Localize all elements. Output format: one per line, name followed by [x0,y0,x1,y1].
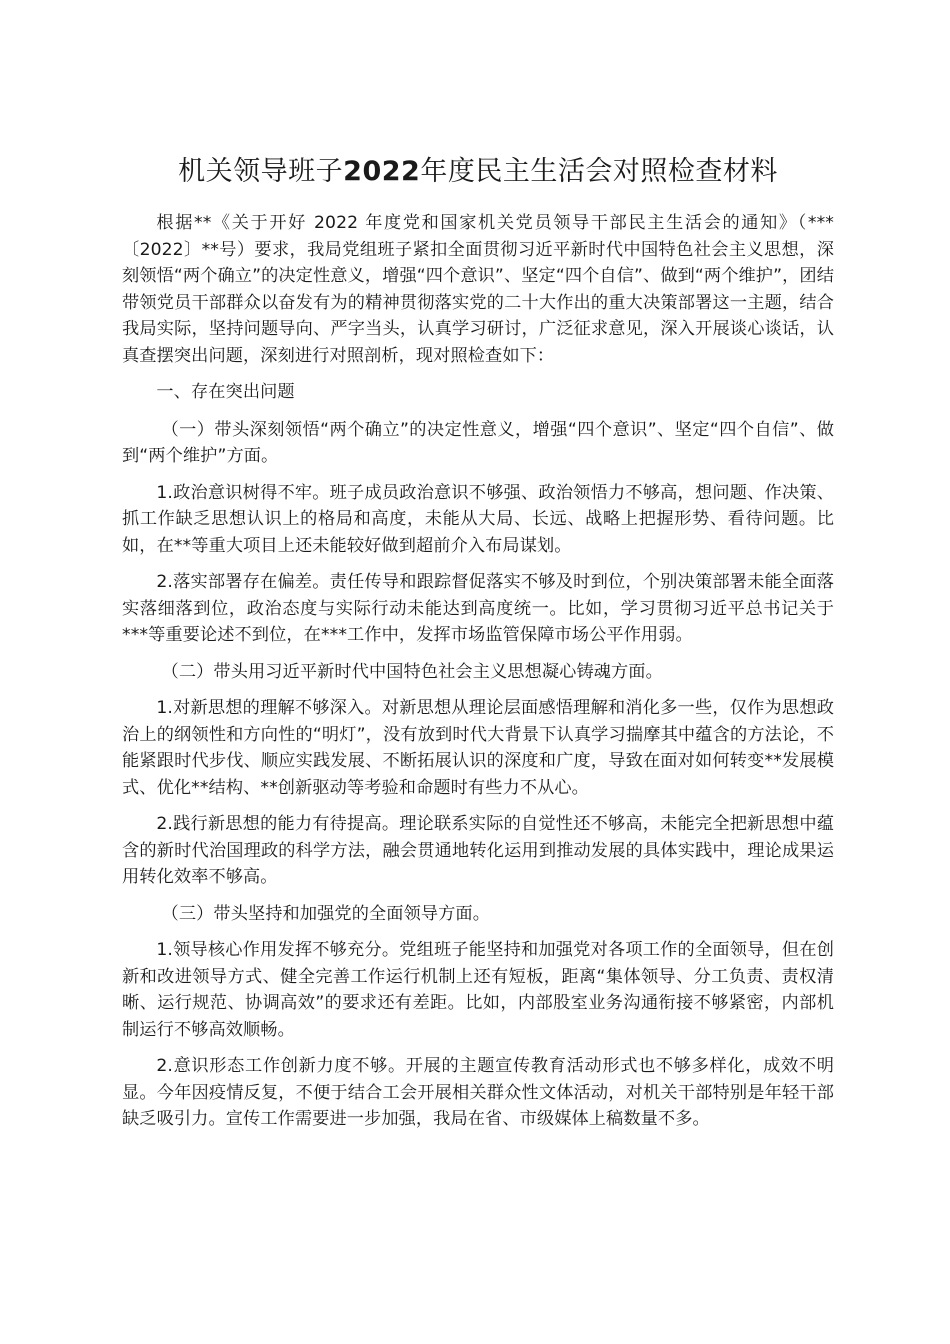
subsection-heading-1: （一）带头深刻领悟“两个确立”的决定性意义，增强“四个意识”、坚定“四个自信”、做到“两个维护”方面。 [122,419,834,466]
title-suffix: 年度民主生活会对照检查材料 [420,156,778,187]
title-year: 2022 [343,156,421,187]
intro-paragraph: 根据**《关于开好 2022 年度党和国家机关党员领导干部民主生活会的通知》（***〔2022〕**号）要求，我局党组班子紧扣全面贯彻习近平新时代中国特色社会主义思想，深刻领悟“两个确立”的决定性意义，增强“四个意识”、坚定“四个自信”、做到“两个维护”，团结带领党员干部群众以奋发有为的精神贯彻落实党的二十大作出的重大决策部署这一主题，结合我局实际，坚持问题导向、严字当头，认真学习研讨，广泛征求意见，深入开展谈心谈话，认真查摆突出问题，深刻进行对照剖析，现对照检查如下： [122,213,834,366]
subsection-1-item-1: 1.政治意识树得不牢。班子成员政治意识不够强、政治领悟力不够高，想问题、作决策、抓工作缺乏思想认识上的格局和高度，未能从大局、长远、战略上把握形势、看待问题。比如，在**等重大项目上还未能较好做到超前介入布局谋划。 [122,482,834,556]
document-page [122,150,834,1143]
subsection-heading-3: （三）带头坚持和加强党的全面领导方面。 [161,903,491,924]
section-heading-problems: 一、存在突出问题 [156,382,295,402]
title-prefix: 机关领导班子 [178,156,344,187]
document-title [122,150,834,194]
subsection-1-item-2: 2.落实部署存在偏差。责任传导和跟踪督促落实不够及时到位，个别决策部署未能全面落实落细落到位，政治态度与实际行动未能达到高度统一。比如，学习贯彻习近平总书记关于***等重要论述不到位，在***工作中，发挥市场监管保障市场公平作用弱。 [122,572,834,645]
subsection-2-item-1: 1.对新思想的理解不够深入。对新思想从理论层面感悟理解和消化多一些，仅作为思想政治上的纲领性和方向性的“明灯”，没有放到时代大背景下认真学习揣摩其中蕴含的方法论，不能紧跟时代步伐、顺应实践发展、不断拓展认识的深度和广度，导致在面对如何转变**发展模式、优化**结构、**创新驱动等考验和命题时有些力不从心。 [122,698,834,798]
subsection-3-item-2: 2.意识形态工作创新力度不够。开展的主题宣传教育活动形式也不够多样化，成效不明显。今年因疫情反复，不便于结合工会开展相关群众性文体活动，对机关干部特别是年轻干部缺乏吸引力。宣传工作需要进一步加强，我局在省、市级媒体上稿数量不多。 [122,1056,834,1129]
subsection-3-item-1: 1.领导核心作用发挥不够充分。党组班子能坚持和加强党对各项工作的全面领导，但在创新和改进领导方式、健全完善工作运行机制上还有短板，距离“集体领导、分工负责、责权清晰、运行规范、协调高效”的要求还有差距。比如，内部股室业务沟通衔接不够紧密，内部机制运行不够高效顺畅。 [122,940,834,1040]
subsection-2-item-2: 2.践行新思想的能力有待提高。理论联系实际的自觉性还不够高，未能完全把新思想中蕴含的新时代治国理政的科学方法，融会贯通地转化运用到推动发展的具体实践中，理论成果运用转化效率不够高。 [122,814,834,887]
subsection-heading-2: （二）带头用习近平新时代中国特色社会主义思想凝心铸魂方面。 [161,661,663,682]
